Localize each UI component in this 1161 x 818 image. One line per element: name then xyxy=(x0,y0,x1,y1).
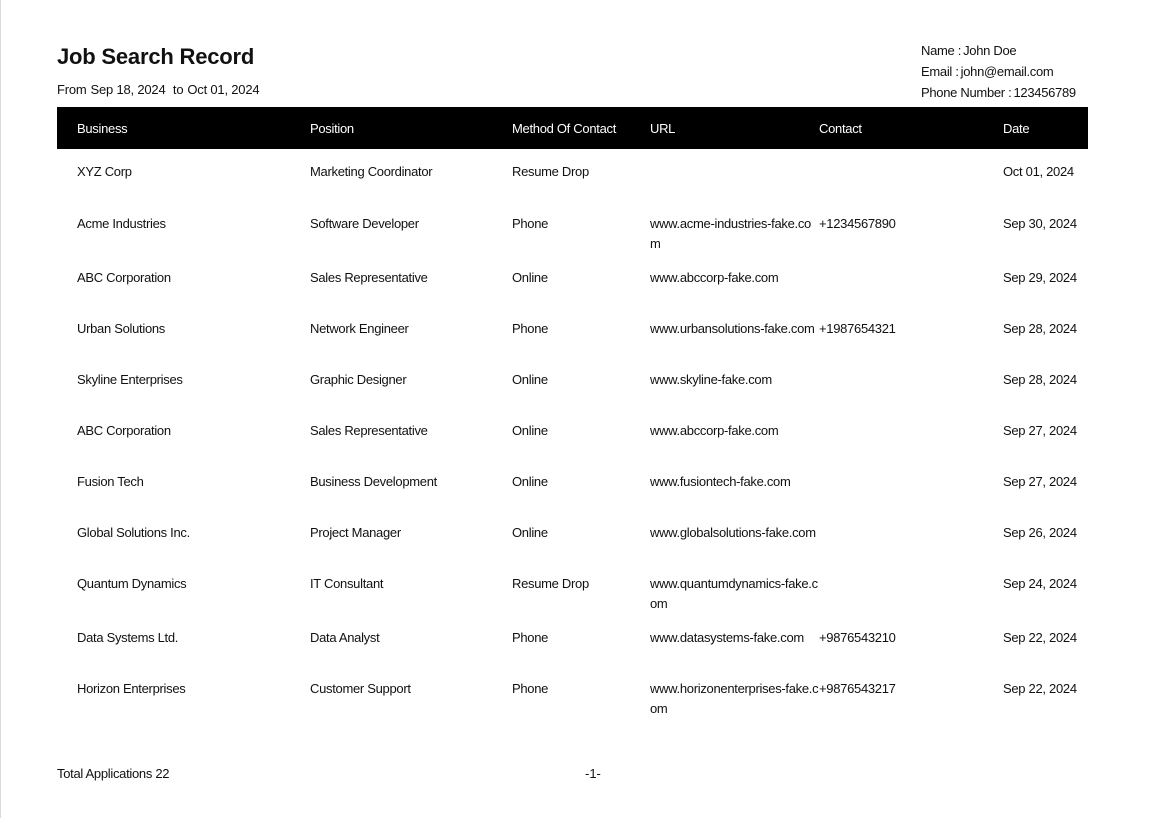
applicant-name-row xyxy=(921,40,1076,61)
applicant-email-row xyxy=(921,61,1076,82)
column-header-business: Business xyxy=(77,120,128,136)
cell-contact: +1987654321 xyxy=(819,321,896,336)
cell-position: IT Consultant xyxy=(310,576,384,591)
date-range xyxy=(57,82,263,97)
applicant-info xyxy=(921,40,1076,103)
cell-business: XYZ Corp xyxy=(77,164,132,179)
cell-business: ABC Corporation xyxy=(77,423,171,438)
cell-date: Sep 28, 2024 xyxy=(1003,372,1077,387)
cell-url: www.globalsolutions-fake.com xyxy=(650,525,816,540)
cell-contact xyxy=(819,458,1003,509)
table-body xyxy=(57,149,1088,719)
total-value: 22 xyxy=(155,766,170,781)
applicant-email: john@email.com xyxy=(960,64,1054,79)
cell-url: www.horizonenterprises-fake.com xyxy=(650,681,819,716)
from-date: Sep 18, 2024 xyxy=(90,82,166,97)
cell-method: Online xyxy=(512,423,548,438)
cell-contact: +1234567890 xyxy=(819,216,896,231)
cell-method: Resume Drop xyxy=(512,164,589,179)
to-date: Oct 01, 2024 xyxy=(187,82,260,97)
table-row xyxy=(57,305,1088,356)
cell-position: Software Developer xyxy=(310,216,419,231)
total-applications xyxy=(57,766,169,781)
cell-position: Business Development xyxy=(310,474,437,489)
cell-position: Marketing Coordinator xyxy=(310,164,433,179)
cell-url: www.abccorp-fake.com xyxy=(650,270,779,285)
cell-date: Sep 26, 2024 xyxy=(1003,525,1077,540)
cell-position: Sales Representative xyxy=(310,270,428,285)
cell-business: Fusion Tech xyxy=(77,474,144,489)
cell-business: Horizon Enterprises xyxy=(77,681,186,696)
cell-url: www.acme-industries-fake.com xyxy=(650,216,811,251)
cell-url: www.quantumdynamics-fake.com xyxy=(650,576,818,611)
page-number: -1- xyxy=(585,766,601,781)
cell-method: Phone xyxy=(512,216,549,231)
from-label: From xyxy=(57,82,87,97)
cell-contact xyxy=(819,356,1003,407)
table-row xyxy=(57,614,1088,665)
cell-date: Sep 30, 2024 xyxy=(1003,216,1077,231)
cell-position: Graphic Designer xyxy=(310,372,407,387)
cell-contact xyxy=(819,407,1003,458)
cell-date: Sep 29, 2024 xyxy=(1003,270,1077,285)
cell-method: Resume Drop xyxy=(512,576,589,591)
table-row xyxy=(57,458,1088,509)
cell-url: www.skyline-fake.com xyxy=(650,372,772,387)
applicant-phone-row xyxy=(921,82,1076,103)
cell-business: Quantum Dynamics xyxy=(77,576,187,591)
cell-contact: +9876543210 xyxy=(819,630,896,645)
cell-business: Global Solutions Inc. xyxy=(77,525,190,540)
table-row xyxy=(57,200,1088,254)
table-row xyxy=(57,560,1088,614)
cell-url: www.urbansolutions-fake.com xyxy=(650,321,815,336)
total-label: Total Applications xyxy=(57,766,153,781)
cell-date: Sep 22, 2024 xyxy=(1003,630,1077,645)
email-label: Email : xyxy=(921,64,959,79)
cell-date: Sep 27, 2024 xyxy=(1003,423,1077,438)
cell-url: www.fusiontech-fake.com xyxy=(650,474,791,489)
table-header-row xyxy=(57,107,1088,149)
cell-method: Online xyxy=(512,270,548,285)
cell-date: Sep 28, 2024 xyxy=(1003,321,1077,336)
to-label: to xyxy=(172,82,184,97)
page-title: Job Search Record xyxy=(57,44,255,69)
cell-url: www.datasystems-fake.com xyxy=(650,630,804,645)
table-row xyxy=(57,254,1088,305)
cell-date: Sep 22, 2024 xyxy=(1003,681,1077,696)
cell-contact xyxy=(819,254,1003,305)
cell-position: Data Analyst xyxy=(310,630,380,645)
job-records-table xyxy=(57,107,1088,719)
cell-method: Phone xyxy=(512,630,549,645)
cell-contact xyxy=(819,149,1003,200)
cell-url xyxy=(650,149,819,200)
table-row xyxy=(57,509,1088,560)
phone-label: Phone Number : xyxy=(921,85,1012,100)
cell-date: Oct 01, 2024 xyxy=(1003,164,1074,179)
table-header xyxy=(57,107,1088,149)
cell-business: ABC Corporation xyxy=(77,270,171,285)
cell-date: Sep 24, 2024 xyxy=(1003,576,1077,591)
table-row xyxy=(57,356,1088,407)
cell-method: Online xyxy=(512,474,548,489)
cell-contact xyxy=(819,560,1003,614)
cell-url: www.abccorp-fake.com xyxy=(650,423,779,438)
cell-method: Online xyxy=(512,525,548,540)
cell-business: Urban Solutions xyxy=(77,321,165,336)
cell-position: Network Engineer xyxy=(310,321,409,336)
column-header-contact: Contact xyxy=(819,120,862,136)
cell-position: Sales Representative xyxy=(310,423,428,438)
column-header-position: Position xyxy=(310,120,354,136)
cell-method: Phone xyxy=(512,681,549,696)
table-row xyxy=(57,149,1088,200)
cell-position: Project Manager xyxy=(310,525,401,540)
applicant-name: John Doe xyxy=(963,43,1017,58)
cell-date: Sep 27, 2024 xyxy=(1003,474,1077,489)
cell-position: Customer Support xyxy=(310,681,411,696)
cell-method: Phone xyxy=(512,321,549,336)
cell-business: Skyline Enterprises xyxy=(77,372,183,387)
cell-contact: +9876543217 xyxy=(819,681,896,696)
applicant-phone: 123456789 xyxy=(1013,85,1076,100)
column-header-url: URL xyxy=(650,120,676,136)
table-row xyxy=(57,407,1088,458)
name-label: Name : xyxy=(921,43,962,58)
table-row xyxy=(57,665,1088,719)
column-header-date: Date xyxy=(1003,120,1030,136)
column-header-method: Method Of Contact xyxy=(512,120,617,136)
cell-business: Data Systems Ltd. xyxy=(77,630,179,645)
cell-method: Online xyxy=(512,372,548,387)
cell-contact xyxy=(819,509,1003,560)
cell-business: Acme Industries xyxy=(77,216,166,231)
